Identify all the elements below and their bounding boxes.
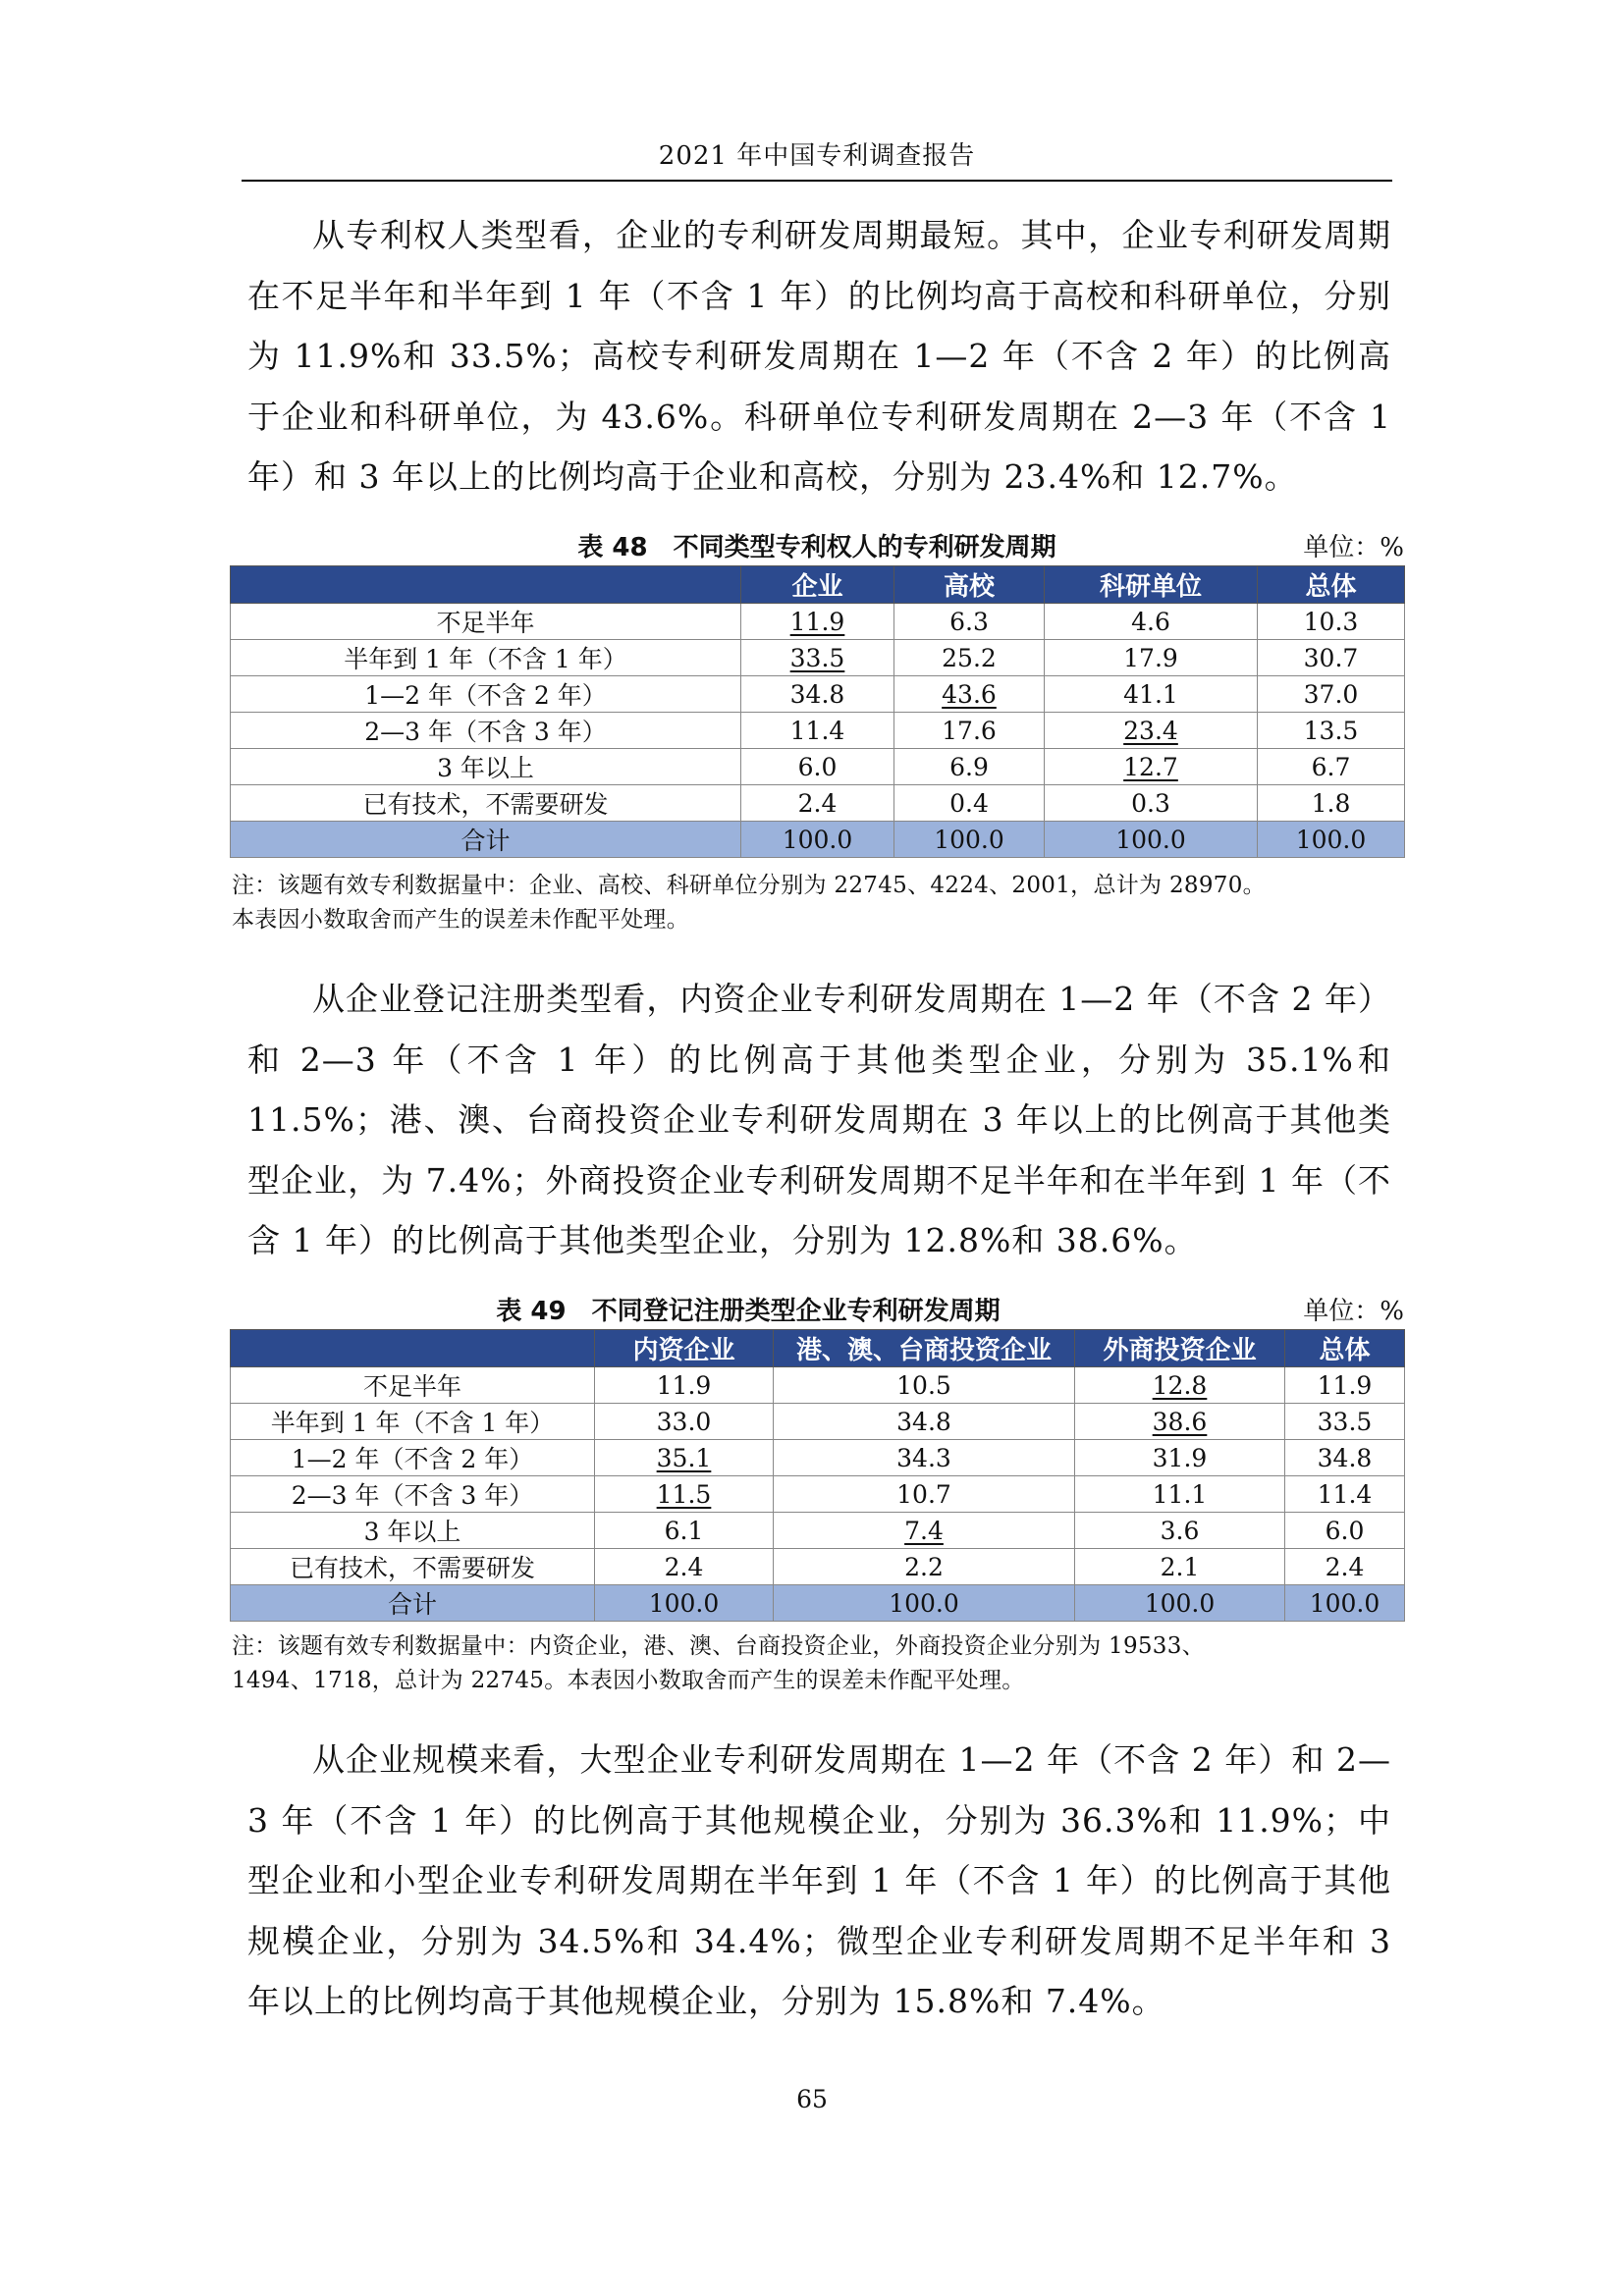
table-cell: 25.2	[894, 640, 1045, 676]
table49-caption	[230, 1291, 1404, 1326]
paragraph-patentee-type: 从专利权人类型看，企业的专利研发周期最短。其中，企业专利研发周期在不足半年和半年到 1 年（不含 1 年）的比例均高于高校和科研单位，分别为 11.9%和 33.5%；高校专利研发周期在 1—2 年（不含 2 年）的比例高于企业和科研单位，为 43.6%。科研单位专利研发周期在 2—3 年（不含 1 年）和 3 年以上的比例均高于企业和高校，分别为 23.4%和 12.7%。	[247, 216, 1391, 496]
table-cell: 10.3	[1258, 604, 1405, 640]
highlight-value: 11.9	[789, 607, 845, 636]
table48-title: 表 48 不同类型专利权人的专利研发周期	[577, 533, 1056, 562]
table-cell: 10.7	[774, 1476, 1075, 1513]
table-cell: 11.4	[1285, 1476, 1405, 1513]
table-cell: 0.4	[894, 785, 1045, 822]
table-cell	[774, 1513, 1075, 1549]
table48-caption	[230, 527, 1404, 562]
table-cell: 30.7	[1258, 640, 1405, 676]
row-label: 不足半年	[231, 1367, 595, 1404]
row-label: 1—2 年（不含 2 年）	[231, 1440, 595, 1476]
table48-note-line1: 注：该题有效专利数据量中：企业、高校、科研单位分别为 22745、4224、2001，总计为 28970。	[232, 873, 1266, 898]
table-row	[231, 604, 1405, 640]
header-cell	[231, 1330, 595, 1367]
table-row	[231, 1513, 1405, 1549]
highlight-value: 7.4	[904, 1516, 944, 1545]
table49	[230, 1329, 1405, 1622]
table-row	[231, 640, 1405, 676]
table-cell	[1075, 1367, 1285, 1404]
table-cell: 37.0	[1258, 676, 1405, 713]
table-cell: 2.4	[595, 1549, 774, 1585]
table-cell: 33.5	[1285, 1404, 1405, 1440]
header-rule	[242, 180, 1392, 182]
table-cell	[741, 640, 894, 676]
table48-note-line2: 本表因小数取舍而产生的误差未作配平处理。	[232, 907, 689, 933]
table-cell: 0.3	[1045, 785, 1258, 822]
table-cell: 34.8	[1285, 1440, 1405, 1476]
table-cell: 6.7	[1258, 749, 1405, 785]
total-row	[231, 1585, 1405, 1622]
table-header-row	[231, 566, 1405, 604]
table-row	[231, 713, 1405, 749]
row-label: 3 年以上	[231, 1513, 595, 1549]
running-header: 2021 年中国专利调查报告	[658, 141, 976, 171]
table-row	[231, 1404, 1405, 1440]
highlight-value: 35.1	[656, 1443, 712, 1472]
table-cell: 6.0	[741, 749, 894, 785]
highlight-value: 38.6	[1152, 1407, 1208, 1436]
table-cell	[595, 1476, 774, 1513]
row-label: 合计	[231, 1585, 595, 1622]
table-cell: 1.8	[1258, 785, 1405, 822]
row-label: 2—3 年（不含 3 年）	[231, 713, 741, 749]
table-cell: 100.0	[1285, 1585, 1405, 1622]
row-label: 2—3 年（不含 3 年）	[231, 1476, 595, 1513]
table-cell: 11.4	[741, 713, 894, 749]
table-cell: 10.5	[774, 1367, 1075, 1404]
table-row	[231, 1367, 1405, 1404]
table-cell: 34.8	[741, 676, 894, 713]
table-cell: 33.0	[595, 1404, 774, 1440]
table-cell: 34.3	[774, 1440, 1075, 1476]
table-cell: 100.0	[741, 822, 894, 858]
table-cell: 17.9	[1045, 640, 1258, 676]
header-cell: 总体	[1285, 1330, 1405, 1367]
highlight-value: 12.7	[1123, 752, 1178, 781]
table48	[230, 565, 1405, 858]
total-row	[231, 822, 1405, 858]
table-cell	[1075, 1404, 1285, 1440]
table-header-row	[231, 1330, 1405, 1367]
row-label: 半年到 1 年（不含 1 年）	[231, 640, 741, 676]
paragraph-enterprise-scale: 从企业规模来看，大型企业专利研发周期在 1—2 年（不含 2 年）和 2—3 年（不含 1 年）的比例高于其他规模企业，分别为 36.3%和 11.9%；中型企业和小型企业专利研发周期在半年到 1 年（不含 1 年）的比例高于其他规模企业，分别为 34.5%和 34.4%；微型企业专利研发周期不足半年和 3 年以上的比例均高于其他规模企业，分别为 15.8%和 7.4%。	[247, 1740, 1391, 2020]
table-cell: 2.1	[1075, 1549, 1285, 1585]
row-label: 1—2 年（不含 2 年）	[231, 676, 741, 713]
table-cell: 31.9	[1075, 1440, 1285, 1476]
row-label: 已有技术，不需要研发	[231, 1549, 595, 1585]
highlight-value: 12.8	[1152, 1370, 1208, 1400]
table-cell: 100.0	[774, 1585, 1075, 1622]
table49-note-line1: 注：该题有效专利数据量中：内资企业，港、澳、台商投资企业，外商投资企业分别为 19533、	[232, 1633, 1205, 1659]
table-cell	[1045, 749, 1258, 785]
table-cell: 6.3	[894, 604, 1045, 640]
highlight-value: 23.4	[1123, 716, 1178, 745]
table-cell: 2.4	[1285, 1549, 1405, 1585]
table-row	[231, 1476, 1405, 1513]
table-cell: 100.0	[1075, 1585, 1285, 1622]
highlight-value: 33.5	[789, 643, 845, 672]
table-cell: 100.0	[595, 1585, 774, 1622]
page-number: 65	[796, 2085, 828, 2113]
table-cell: 6.1	[595, 1513, 774, 1549]
table-row	[231, 676, 1405, 713]
paragraph-registration-type: 从企业登记注册类型看，内资企业专利研发周期在 1—2 年（不含 2 年）和 2—3 年（不含 1 年）的比例高于其他类型企业，分别为 35.1%和 11.5%；港、澳、台商投资企业专利研发周期在 3 年以上的比例高于其他类型企业，为 7.4%；外商投资企业专利研发周期不足半年和在半年到 1 年（不含 1 年）的比例高于其他类型企业，分别为 12.8%和 38.6%。	[247, 980, 1391, 1259]
header-cell	[231, 566, 741, 604]
header-cell: 科研单位	[1045, 566, 1258, 604]
table-cell: 2.2	[774, 1549, 1075, 1585]
table-cell: 100.0	[1258, 822, 1405, 858]
table-cell: 11.9	[1285, 1367, 1405, 1404]
table-cell	[894, 676, 1045, 713]
row-label: 已有技术，不需要研发	[231, 785, 741, 822]
table-cell: 6.0	[1285, 1513, 1405, 1549]
table-cell: 13.5	[1258, 713, 1405, 749]
table-row	[231, 785, 1405, 822]
table-row	[231, 1549, 1405, 1585]
table-cell: 100.0	[894, 822, 1045, 858]
highlight-value: 43.6	[942, 679, 997, 709]
table49-title: 表 49 不同登记注册类型企业专利研发周期	[496, 1297, 1001, 1326]
table49-unit: 单位：%	[1303, 1297, 1404, 1326]
table-cell: 41.1	[1045, 676, 1258, 713]
table-cell: 2.4	[741, 785, 894, 822]
header-cell: 港、澳、台商投资企业	[774, 1330, 1075, 1367]
row-label: 合计	[231, 822, 741, 858]
table-cell: 11.9	[595, 1367, 774, 1404]
header-cell: 内资企业	[595, 1330, 774, 1367]
table-row	[231, 749, 1405, 785]
table48-unit: 单位：%	[1303, 533, 1404, 562]
highlight-value: 11.5	[656, 1479, 712, 1509]
table49-note-line2: 1494、1718，总计为 22745。本表因小数取舍而产生的误差未作配平处理。	[232, 1668, 1025, 1693]
table-cell: 100.0	[1045, 822, 1258, 858]
table-cell: 11.1	[1075, 1476, 1285, 1513]
row-label: 3 年以上	[231, 749, 741, 785]
header-cell: 外商投资企业	[1075, 1330, 1285, 1367]
table-cell: 17.6	[894, 713, 1045, 749]
header-cell: 总体	[1258, 566, 1405, 604]
table-cell	[741, 604, 894, 640]
table-cell	[595, 1440, 774, 1476]
table-cell	[1045, 713, 1258, 749]
row-label: 不足半年	[231, 604, 741, 640]
table-cell: 4.6	[1045, 604, 1258, 640]
header-cell: 高校	[894, 566, 1045, 604]
table-cell: 6.9	[894, 749, 1045, 785]
table-row	[231, 1440, 1405, 1476]
row-label: 半年到 1 年（不含 1 年）	[231, 1404, 595, 1440]
table-cell: 3.6	[1075, 1513, 1285, 1549]
header-cell: 企业	[741, 566, 894, 604]
table-cell: 34.8	[774, 1404, 1075, 1440]
